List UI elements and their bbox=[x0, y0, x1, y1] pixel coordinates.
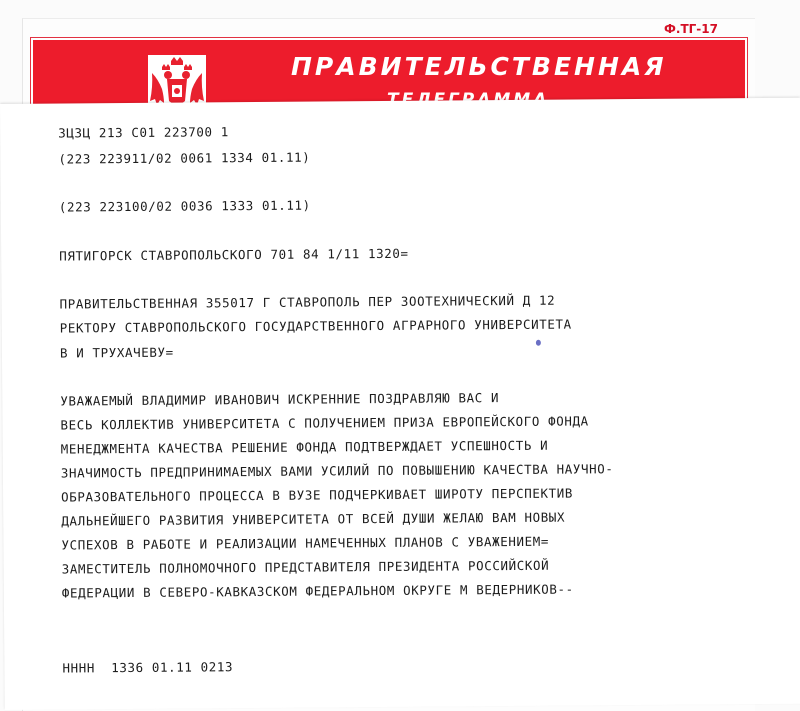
message-line: УВАЖАЕМЫЙ ВЛАДИМИР ИВАНОВИЧ ИСКРЕННИЕ ПОЗДРАВЛЯЮ ВАС И bbox=[60, 390, 500, 409]
service-line: (223 223100/02 0036 1333 01.11) bbox=[58, 197, 311, 215]
service-line: (223 223911/02 0061 1334 01.11) bbox=[58, 149, 311, 167]
message-line: ВЕСЬ КОЛЛЕКТИВ УНИВЕРСИТЕТА С ПОЛУЧЕНИЕМ ПРИЗА ЕВРОПЕЙСКОГО ФОНДА bbox=[60, 413, 589, 433]
message-line: МЕНЕДЖМЕНТА КАЧЕСТВА РЕШЕНИЕ ФОНДА ПОДТВЕРЖДАЕТ УСПЕШНОСТЬ И bbox=[60, 437, 549, 457]
address-line: РЕКТОРУ СТАВРОПОЛЬСКОГО ГОСУДАРСТВЕННОГО АГРАРНОГО УНИВЕРСИТЕТА bbox=[59, 316, 572, 336]
form-code: Ф.ТГ-17 bbox=[664, 22, 718, 36]
service-line: ЗЦЗЦ 213 С01 223700 1 bbox=[58, 124, 229, 141]
address-line: ПРАВИТЕЛЬСТВЕННАЯ 355017 Г СТАВРОПОЛЬ ПЕР ЗООТЕХНИЧЕСКИЙ Д 12 bbox=[59, 292, 556, 312]
footer-line: НННН 1336 01.11 0213 bbox=[62, 659, 234, 676]
banner-title: ПРАВИТЕЛЬСТВЕННАЯ bbox=[291, 52, 667, 81]
message-line: ОБРАЗОВАТЕЛЬНОГО ПРОЦЕССА В ВУЗЕ ПОДЧЕРКИВАЕТ ШИРОТУ ПЕРСПЕКТИВ bbox=[61, 485, 574, 505]
message-line: ФЕДЕРАЦИИ В СЕВЕРО-КАВКАЗСКОМ ФЕДЕРАЛЬНОМ ОКРУГЕ М ВЕДЕРНИКОВ-- bbox=[61, 581, 574, 601]
telegram-tape bbox=[0, 98, 800, 710]
ink-blot bbox=[536, 340, 541, 346]
message-line: ДАЛЬНЕЙШЕГО РАЗВИТИЯ УНИВЕРСИТЕТА ОТ ВСЕЙ ДУШИ ЖЕЛАЮ ВАМ НОВЫХ bbox=[61, 509, 566, 529]
origin-line: ПЯТИГОРСК СТАВРОПОЛЬСКОГО 701 84 1/11 1320= bbox=[59, 245, 409, 264]
message-line: ЗАМЕСТИТЕЛЬ ПОЛНОМОЧНОГО ПРЕДСТАВИТЕЛЯ ПРЕЗИДЕНТА РОССИЙСКОЙ bbox=[61, 557, 550, 577]
address-line: В И ТРУХАЧЕВУ= bbox=[59, 344, 174, 361]
message-line: УСПЕХОВ В РАБОТЕ И РЕАЛИЗАЦИИ НАМЕЧЕННЫХ ПЛАНОВ С УВАЖЕНИЕМ= bbox=[61, 533, 550, 553]
message-line: ЗНАЧИМОСТЬ ПРЕДПРИНИМАЕМЫХ ВАМИ УСИЛИЙ ПО ПОВЫШЕНИЮ КАЧЕСТВА НАУЧНО- bbox=[60, 461, 614, 481]
